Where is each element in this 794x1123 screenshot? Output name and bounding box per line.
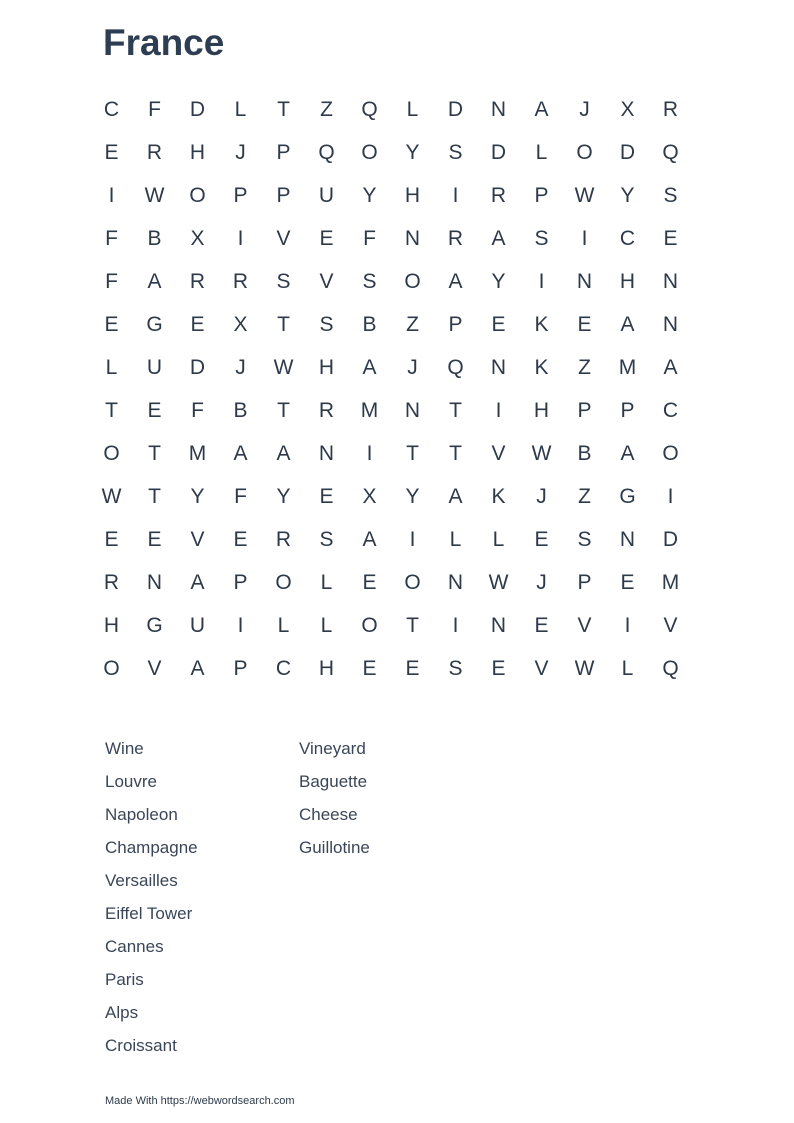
- grid-letter: J: [579, 97, 590, 121]
- grid-letter: Y: [276, 484, 291, 508]
- grid-letter: O: [404, 570, 421, 594]
- grid-letter: F: [234, 484, 247, 508]
- grid-letter: R: [232, 269, 249, 293]
- grid-letter: Z: [406, 312, 419, 336]
- grid-letter: S: [448, 140, 463, 164]
- grid-letter: H: [318, 355, 335, 379]
- word-list-item: Versailles: [105, 871, 178, 890]
- grid-letter: G: [619, 484, 636, 508]
- grid-letter: V: [276, 226, 291, 250]
- grid-letter: L: [234, 97, 247, 121]
- grid-letter: A: [663, 355, 678, 379]
- grid-letter: K: [534, 355, 549, 379]
- grid-letter: O: [662, 441, 679, 465]
- grid-letter: S: [534, 226, 549, 250]
- grid-letter: J: [407, 355, 418, 379]
- grid-letter: V: [577, 613, 592, 637]
- grid-letter: W: [144, 183, 165, 207]
- grid-letter: F: [105, 269, 118, 293]
- grid-letter: Y: [190, 484, 205, 508]
- grid-letter: E: [104, 140, 119, 164]
- grid-letter: R: [318, 398, 335, 422]
- grid-letter: L: [320, 613, 333, 637]
- grid-letter: E: [534, 527, 549, 551]
- grid-letter: A: [620, 441, 635, 465]
- grid-letter: E: [491, 656, 506, 680]
- grid-letter: V: [534, 656, 549, 680]
- word-list-item: Napoleon: [105, 805, 178, 824]
- grid-letter: W: [574, 183, 595, 207]
- grid-letter: N: [619, 527, 636, 551]
- grid-letter: O: [189, 183, 206, 207]
- grid-letter: C: [619, 226, 636, 250]
- word-list-item: Louvre: [105, 772, 157, 791]
- grid-letter: D: [447, 97, 464, 121]
- grid-letter: N: [490, 613, 507, 637]
- grid-letter: E: [104, 527, 119, 551]
- grid-letter: F: [191, 398, 204, 422]
- grid-letter: Q: [662, 140, 679, 164]
- grid-letter: W: [273, 355, 294, 379]
- grid-letter: Y: [362, 183, 377, 207]
- word-list-item: Eiffel Tower: [105, 904, 193, 923]
- grid-letter: R: [189, 269, 206, 293]
- word-list-item: Cheese: [299, 805, 358, 824]
- word-list-item: Champagne: [105, 838, 198, 857]
- grid-letter: A: [534, 97, 549, 121]
- grid-letter: R: [146, 140, 163, 164]
- grid-letter: E: [147, 527, 162, 551]
- grid-letter: A: [448, 269, 463, 293]
- grid-letter: T: [148, 484, 161, 508]
- grid-letter: N: [490, 355, 507, 379]
- grid-letter: I: [624, 613, 631, 637]
- grid-letter: O: [576, 140, 593, 164]
- grid-letter: W: [488, 570, 509, 594]
- grid-letter: T: [406, 613, 419, 637]
- grid-letter: N: [318, 441, 335, 465]
- grid-letter: Y: [405, 484, 420, 508]
- grid-letter: T: [406, 441, 419, 465]
- word-list: [105, 735, 493, 1065]
- word-list-item: Wine: [105, 739, 144, 758]
- grid-letter: S: [319, 527, 334, 551]
- grid-letter: I: [495, 398, 502, 422]
- grid-letter: E: [620, 570, 635, 594]
- grid-letter: D: [189, 355, 206, 379]
- grid-letter: P: [577, 570, 592, 594]
- grid-letter: C: [662, 398, 679, 422]
- grid-letter: X: [190, 226, 205, 250]
- grid-letter: I: [538, 269, 545, 293]
- grid-letter: N: [576, 269, 593, 293]
- grid-letter: E: [362, 656, 377, 680]
- grid-letter: X: [620, 97, 635, 121]
- grid-letter: D: [189, 97, 206, 121]
- grid-letter: A: [276, 441, 291, 465]
- grid-letter: H: [404, 183, 421, 207]
- grid-letter: R: [662, 97, 679, 121]
- grid-letter: H: [533, 398, 550, 422]
- grid-letter: R: [447, 226, 464, 250]
- page-title: France: [103, 22, 225, 63]
- grid-letter: E: [362, 570, 377, 594]
- grid-letter: L: [277, 613, 290, 637]
- word-list-item: Vineyard: [299, 739, 366, 758]
- grid-letter: M: [618, 355, 637, 379]
- grid-letter: A: [147, 269, 162, 293]
- grid-letter: U: [189, 613, 206, 637]
- footer-credit: Made With https://webwordsearch.com: [105, 1095, 295, 1107]
- grid-letter: I: [237, 226, 244, 250]
- grid-letter: N: [662, 312, 679, 336]
- grid-letter: F: [105, 226, 118, 250]
- grid-letter: O: [103, 441, 120, 465]
- word-list-item: Alps: [105, 1003, 139, 1022]
- grid-letter: I: [237, 613, 244, 637]
- grid-letter: E: [491, 312, 506, 336]
- grid-letter: N: [404, 398, 421, 422]
- grid-letter: T: [449, 441, 462, 465]
- grid-letter: Z: [320, 97, 333, 121]
- grid-letter: C: [103, 97, 120, 121]
- grid-letter: E: [104, 312, 119, 336]
- grid-letter: J: [235, 355, 246, 379]
- grid-letter: W: [574, 656, 595, 680]
- grid-letter: E: [319, 226, 334, 250]
- grid-letter: J: [536, 570, 547, 594]
- grid-letter: W: [531, 441, 552, 465]
- grid-letter: B: [577, 441, 592, 465]
- grid-letter: N: [662, 269, 679, 293]
- grid-letter: Y: [620, 183, 635, 207]
- grid-letter: S: [663, 183, 678, 207]
- grid-letter: Z: [578, 484, 591, 508]
- grid-letter: P: [534, 183, 549, 207]
- word-list-item: Cannes: [105, 937, 164, 956]
- grid-letter: H: [619, 269, 636, 293]
- grid-letter: D: [490, 140, 507, 164]
- grid-letter: X: [233, 312, 248, 336]
- grid-letter: F: [363, 226, 376, 250]
- grid-letter: D: [619, 140, 636, 164]
- grid-letter: E: [663, 226, 678, 250]
- grid-letter: G: [146, 613, 163, 637]
- grid-letter: T: [277, 312, 290, 336]
- grid-letter: E: [147, 398, 162, 422]
- grid-letter: P: [233, 656, 248, 680]
- grid-letter: O: [361, 140, 378, 164]
- grid-letter: E: [319, 484, 334, 508]
- grid-letter: K: [491, 484, 506, 508]
- grid-letter: A: [620, 312, 635, 336]
- word-list-item: Croissant: [105, 1036, 177, 1055]
- grid-letter: L: [320, 570, 333, 594]
- grid-letter: T: [148, 441, 161, 465]
- grid-letter: E: [405, 656, 420, 680]
- grid-letter: N: [447, 570, 464, 594]
- grid-letter: V: [663, 613, 678, 637]
- grid-letter: Y: [405, 140, 420, 164]
- grid-letter: S: [276, 269, 291, 293]
- grid-letter: I: [667, 484, 674, 508]
- grid-letter: L: [105, 355, 118, 379]
- grid-letter: N: [404, 226, 421, 250]
- grid-letter: N: [490, 97, 507, 121]
- grid-letter: P: [620, 398, 635, 422]
- grid-letter: B: [147, 226, 162, 250]
- grid-letter: Y: [491, 269, 506, 293]
- grid-letter: V: [147, 656, 162, 680]
- grid-letter: L: [449, 527, 462, 551]
- grid-letter: P: [276, 140, 291, 164]
- grid-letter: T: [105, 398, 118, 422]
- grid-letter: I: [108, 183, 115, 207]
- grid-letter: F: [148, 97, 161, 121]
- word-list-item: Paris: [105, 970, 144, 989]
- grid-letter: S: [362, 269, 377, 293]
- grid-letter: E: [577, 312, 592, 336]
- grid-letter: Q: [361, 97, 378, 121]
- grid-letter: U: [146, 355, 163, 379]
- grid-letter: X: [362, 484, 377, 508]
- grid-letter: O: [103, 656, 120, 680]
- grid-letter: B: [233, 398, 248, 422]
- grid-letter: S: [319, 312, 334, 336]
- grid-letter: A: [190, 570, 205, 594]
- grid-letter: P: [233, 570, 248, 594]
- grid-letter: L: [492, 527, 505, 551]
- grid-letter: M: [360, 398, 379, 422]
- grid-letter: G: [146, 312, 163, 336]
- grid-letter: Z: [578, 355, 591, 379]
- grid-letter: I: [452, 183, 459, 207]
- grid-letter: J: [536, 484, 547, 508]
- grid-letter: E: [233, 527, 248, 551]
- grid-letter: M: [661, 570, 680, 594]
- grid-letter: S: [448, 656, 463, 680]
- grid-letter: A: [362, 355, 377, 379]
- grid-letter: L: [621, 656, 634, 680]
- grid-letter: R: [490, 183, 507, 207]
- grid-letter: E: [190, 312, 205, 336]
- grid-letter: H: [103, 613, 120, 637]
- grid-letter: M: [188, 441, 207, 465]
- grid-letter: Q: [662, 656, 679, 680]
- grid-letter: P: [276, 183, 291, 207]
- grid-letter: Q: [447, 355, 464, 379]
- grid-letter: I: [366, 441, 373, 465]
- grid-letter: A: [190, 656, 205, 680]
- grid-letter: H: [189, 140, 206, 164]
- grid-letter: Q: [318, 140, 335, 164]
- grid-letter: A: [233, 441, 248, 465]
- grid-letter: S: [577, 527, 592, 551]
- grid-letter: O: [361, 613, 378, 637]
- grid-letter: A: [362, 527, 377, 551]
- grid-letter: P: [233, 183, 248, 207]
- grid-letter: P: [448, 312, 463, 336]
- letter-grid: [90, 88, 692, 690]
- word-list-item: Guillotine: [299, 838, 370, 857]
- grid-letter: L: [535, 140, 548, 164]
- grid-letter: A: [491, 226, 506, 250]
- grid-letter: L: [406, 97, 419, 121]
- grid-letter: C: [275, 656, 292, 680]
- grid-letter: K: [534, 312, 549, 336]
- grid-letter: U: [318, 183, 335, 207]
- grid-letter: T: [277, 97, 290, 121]
- grid-letter: W: [101, 484, 122, 508]
- word-list-item: Baguette: [299, 772, 368, 791]
- grid-letter: B: [362, 312, 377, 336]
- grid-letter: H: [318, 656, 335, 680]
- grid-letter: I: [452, 613, 459, 637]
- grid-letter: T: [277, 398, 290, 422]
- grid-letter: O: [404, 269, 421, 293]
- grid-letter: V: [190, 527, 205, 551]
- grid-letter: R: [275, 527, 292, 551]
- grid-letter: E: [534, 613, 549, 637]
- grid-letter: J: [235, 140, 246, 164]
- grid-letter: I: [581, 226, 588, 250]
- grid-letter: N: [146, 570, 163, 594]
- grid-letter: I: [409, 527, 416, 551]
- grid-letter: O: [275, 570, 292, 594]
- grid-letter: V: [491, 441, 506, 465]
- grid-letter: V: [319, 269, 334, 293]
- grid-letter: A: [448, 484, 463, 508]
- grid-letter: P: [577, 398, 592, 422]
- grid-letter: D: [662, 527, 679, 551]
- grid-letter: T: [449, 398, 462, 422]
- grid-letter: R: [103, 570, 120, 594]
